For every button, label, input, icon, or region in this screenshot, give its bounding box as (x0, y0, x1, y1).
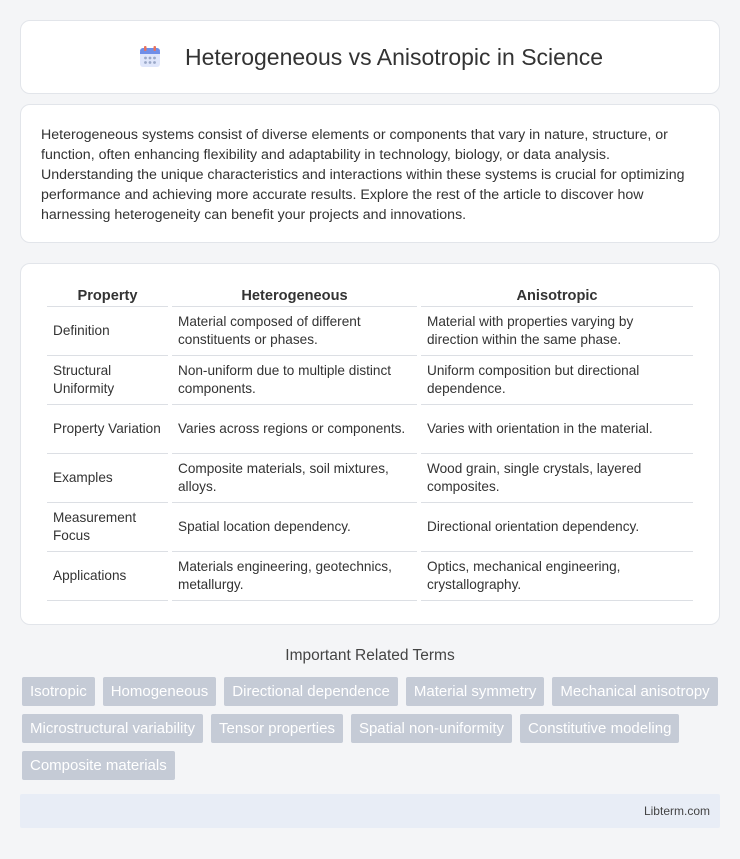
related-term-tag[interactable]: Isotropic (22, 677, 95, 706)
column-header: Heterogeneous (172, 284, 417, 307)
heterogeneous-cell: Material composed of different constituents or phases. (172, 307, 417, 356)
heterogeneous-cell: Composite materials, soil mixtures, alloys. (172, 454, 417, 503)
table-header-row (47, 284, 693, 307)
anisotropic-cell: Uniform composition but directional dependence. (421, 356, 693, 405)
comparison-table (43, 284, 697, 601)
related-term-tag[interactable]: Material symmetry (406, 677, 545, 706)
related-term-tag[interactable]: Microstructural variability (22, 714, 203, 743)
anisotropic-cell: Varies with orientation in the material. (421, 405, 693, 454)
property-cell: Applications (47, 552, 168, 601)
related-term-tag[interactable]: Directional dependence (224, 677, 398, 706)
related-term-tag[interactable]: Constitutive modeling (520, 714, 679, 743)
anisotropic-cell: Material with properties varying by direction within the same phase. (421, 307, 693, 356)
related-term-tag[interactable]: Tensor properties (211, 714, 343, 743)
property-cell: Measurement Focus (47, 503, 168, 552)
related-terms-list (22, 677, 718, 780)
footer-site-link[interactable]: Libterm.com (643, 804, 710, 818)
anisotropic-cell: Wood grain, single crystals, layered composites. (421, 454, 693, 503)
property-cell: Definition (47, 307, 168, 356)
heterogeneous-cell: Varies across regions or components. (172, 405, 417, 454)
property-cell: Property Variation (47, 405, 168, 454)
comparison-card (20, 263, 720, 625)
column-header: Anisotropic (421, 284, 693, 307)
calendar-icon (137, 44, 163, 70)
page-title: Heterogeneous vs Anisotropic in Science (184, 43, 604, 70)
table-row (47, 405, 693, 454)
related-term-tag[interactable]: Homogeneous (103, 677, 217, 706)
anisotropic-cell: Directional orientation dependency. (421, 503, 693, 552)
table-row (47, 454, 693, 503)
footer (20, 794, 720, 828)
table-row (47, 552, 693, 601)
related-term-tag[interactable]: Spatial non-uniformity (351, 714, 512, 743)
intro-card (20, 104, 720, 243)
title-card (20, 20, 720, 94)
anisotropic-cell: Optics, mechanical engineering, crystallography. (421, 552, 693, 601)
intro-text: Heterogeneous systems consist of diverse elements or components that vary in nature, structure, or function, often enhancing flexibility and adaptability in technology, biology, or data analysis. Understanding the unique characteristics and interactions within these systems is crucial for optimizing performance and achieving more accurate results. Explore the rest of the article to discover how harnessing heterogeneity can benefit your projects and innovations. (41, 127, 685, 223)
heterogeneous-cell: Spatial location dependency. (172, 503, 417, 552)
related-term-tag[interactable]: Composite materials (22, 751, 175, 780)
table-row (47, 503, 693, 552)
table-row (47, 356, 693, 405)
related-term-tag[interactable]: Mechanical anisotropy (552, 677, 717, 706)
property-cell: Examples (47, 454, 168, 503)
related-terms-heading: Important Related Terms (285, 647, 455, 664)
table-row (47, 307, 693, 356)
column-header: Property (47, 284, 168, 307)
property-cell: Structural Uniformity (47, 356, 168, 405)
heterogeneous-cell: Non-uniform due to multiple distinct components. (172, 356, 417, 405)
heterogeneous-cell: Materials engineering, geotechnics, metallurgy. (172, 552, 417, 601)
